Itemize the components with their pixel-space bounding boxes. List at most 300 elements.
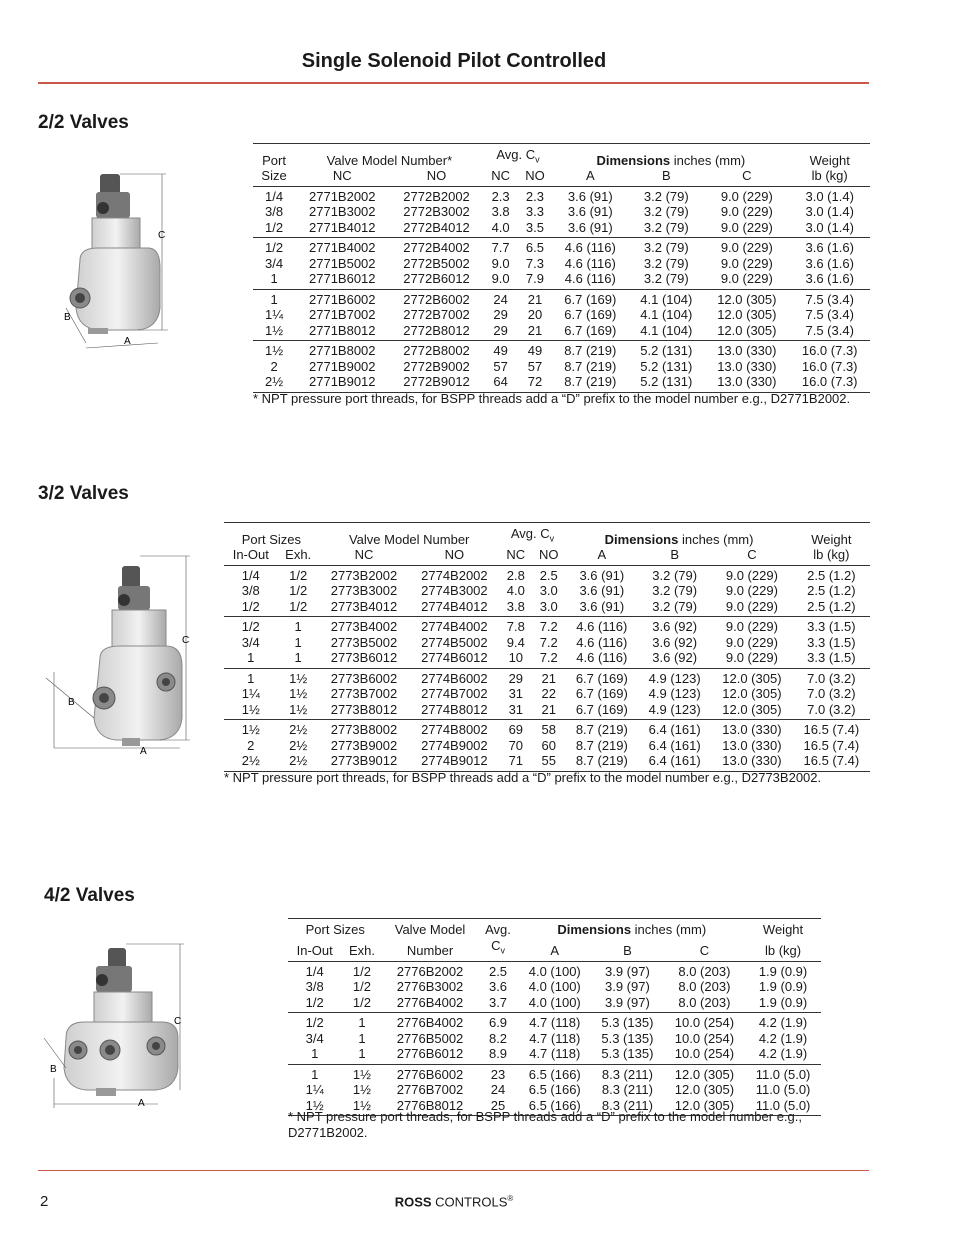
table-cell: 7.0 (3.2) bbox=[807, 701, 856, 717]
header-weight: Weight bbox=[811, 531, 852, 547]
table-cell: 4.6 (116) bbox=[564, 240, 616, 256]
table-row bbox=[224, 617, 870, 635]
valves-2-2-table bbox=[253, 143, 870, 393]
table-cell: 3.6 (91) bbox=[579, 567, 625, 583]
row-group bbox=[253, 238, 870, 290]
table-cell: 2774B8002 bbox=[421, 722, 488, 738]
table-cell: 3.7 bbox=[488, 994, 508, 1010]
table-row bbox=[224, 650, 870, 668]
table-cell: 2771B6012 bbox=[309, 271, 376, 287]
table-cell: 2773B9002 bbox=[330, 737, 398, 753]
table-cell: 4.7 (118) bbox=[529, 1046, 581, 1062]
table-cell: 9.0 (229) bbox=[720, 240, 773, 256]
table-cell: 22 bbox=[541, 686, 556, 702]
header-dim-a: A bbox=[585, 168, 595, 184]
table-cell: 58 bbox=[541, 722, 556, 738]
table-cell: 4.6 (116) bbox=[564, 255, 616, 271]
table-cell: 2.5 (1.2) bbox=[807, 583, 856, 599]
table-cell: 3/4 bbox=[241, 634, 260, 650]
table-cell: 2771B8012 bbox=[309, 322, 376, 338]
table-cell: 1/2 bbox=[289, 598, 308, 614]
table-cell: 11.0 (5.0) bbox=[755, 1066, 811, 1082]
table-cell: 2771B4002 bbox=[309, 240, 376, 256]
table-cell: 29 bbox=[508, 670, 524, 686]
table-row bbox=[253, 341, 870, 359]
table-cell: 70 bbox=[508, 737, 524, 753]
table-cell: 7.5 (3.4) bbox=[805, 322, 854, 338]
table-cell: 1¼ bbox=[241, 686, 260, 702]
header-cv-no: NO bbox=[538, 547, 559, 563]
table-cell: 2774B9012 bbox=[421, 753, 488, 769]
table-cell: 4.7 (118) bbox=[529, 1015, 581, 1031]
table-row bbox=[288, 1046, 821, 1064]
table-cell: 4.9 (123) bbox=[648, 670, 701, 686]
table-cell: 3/4 bbox=[305, 1030, 324, 1046]
table-cell: 6.7 (169) bbox=[575, 670, 628, 686]
table-cell: 2774B8012 bbox=[421, 701, 488, 717]
header-model-group: Valve Model Number* bbox=[326, 152, 453, 168]
table-row bbox=[253, 256, 870, 272]
table-cell: 3.9 (97) bbox=[604, 994, 650, 1010]
table-cell: 3.2 (79) bbox=[643, 204, 689, 220]
table-cell: 6.5 bbox=[525, 240, 544, 256]
table-cell: 1/4 bbox=[305, 963, 324, 979]
table-row bbox=[288, 1031, 821, 1047]
header-cv: Avg. $C_v$ bbox=[496, 147, 540, 165]
table-row bbox=[253, 289, 870, 307]
table-cell: 9.0 (229) bbox=[720, 204, 773, 220]
table-cell: 2772B4002 bbox=[403, 240, 470, 256]
table-cell: 1.9 (0.9) bbox=[758, 979, 808, 995]
table-cell: 6.7 (169) bbox=[575, 701, 628, 717]
table-cell: 3.3 (1.5) bbox=[807, 634, 856, 650]
table-cell: 2772B3002 bbox=[403, 204, 470, 220]
table-cell: 4.1 (104) bbox=[640, 307, 693, 323]
table-cell: 4.6 (116) bbox=[576, 619, 628, 635]
table-row bbox=[224, 565, 870, 583]
dim-label-a: A bbox=[124, 336, 131, 347]
table-cell: 1/4 bbox=[265, 188, 284, 204]
header-size: Size bbox=[261, 168, 287, 184]
table-cell: 2771B5002 bbox=[309, 255, 376, 271]
table-cell: 8.0 (203) bbox=[678, 963, 731, 979]
table-cell: 12.0 (305) bbox=[722, 686, 782, 702]
table-cell: 12.0 (305) bbox=[722, 670, 782, 686]
table-cell: 3/8 bbox=[265, 204, 284, 220]
table-row bbox=[288, 961, 821, 979]
table-cell: 13.0 (330) bbox=[722, 753, 782, 769]
table-cell: 10.0 (254) bbox=[674, 1046, 735, 1062]
table-row bbox=[224, 686, 870, 702]
table-cell: 9.0 (229) bbox=[720, 255, 773, 271]
table-cell: 57 bbox=[527, 358, 543, 374]
table-cell: 72 bbox=[527, 374, 543, 390]
table-cell: 4.9 (123) bbox=[648, 701, 701, 717]
row-group bbox=[224, 720, 870, 772]
table-cell: 69 bbox=[508, 722, 524, 738]
table-cell: 8.7 (219) bbox=[564, 374, 617, 390]
table-cell: 24 bbox=[493, 291, 508, 307]
header-dim-a: A bbox=[597, 547, 607, 563]
table-cell: 1/2 bbox=[265, 219, 284, 235]
table-cell: 10.0 (254) bbox=[674, 1015, 735, 1031]
table-cell: 1½ bbox=[265, 343, 284, 359]
table-cell: 3.2 (79) bbox=[643, 271, 689, 287]
table-cell: 4.0 (100) bbox=[528, 994, 581, 1010]
header-dim-c: C bbox=[747, 547, 757, 563]
table-cell: 7.2 bbox=[539, 634, 558, 650]
table-cell: 4.2 (1.9) bbox=[758, 1015, 808, 1031]
table-cell: 7.2 bbox=[539, 619, 558, 635]
table-cell: 2774B7002 bbox=[421, 686, 488, 702]
table-cell: 4.6 (116) bbox=[576, 650, 628, 666]
table-row bbox=[224, 738, 870, 754]
table-cell: 1/2 bbox=[265, 240, 284, 256]
table-cell: 3.2 (79) bbox=[643, 219, 689, 235]
dim-label-a: A bbox=[140, 746, 147, 757]
table-cell: 1/2 bbox=[352, 994, 371, 1010]
table-cell: 2.5 bbox=[488, 963, 508, 979]
table-cell: 2½ bbox=[241, 753, 260, 769]
table-cell: 10.0 (254) bbox=[674, 1030, 735, 1046]
table-cell: 1½ bbox=[289, 686, 308, 702]
dim-label-c: C bbox=[158, 230, 166, 241]
table-cell: 2774B3002 bbox=[421, 583, 488, 599]
table-cell: 4.2 (1.9) bbox=[758, 1030, 808, 1046]
header-in-out: In-Out bbox=[232, 547, 269, 563]
header-model-bottom: Number bbox=[406, 943, 454, 959]
table-cell: 1 bbox=[294, 634, 302, 650]
row-group bbox=[224, 668, 870, 720]
table-cell: 2776B4002 bbox=[396, 994, 464, 1010]
table-cell: 7.0 (3.2) bbox=[807, 686, 856, 702]
table-cell: 20 bbox=[527, 307, 543, 323]
dim-label-b: B bbox=[68, 697, 75, 708]
row-group bbox=[288, 1013, 821, 1065]
table-cell: 7.5 (3.4) bbox=[805, 291, 854, 307]
table-cell: 12.0 (305) bbox=[674, 1066, 735, 1082]
table-cell: 31 bbox=[508, 701, 524, 717]
table-cell: 6.7 (169) bbox=[564, 322, 617, 338]
table-cell: 1 bbox=[270, 271, 278, 287]
table-cell: 1/4 bbox=[241, 567, 260, 583]
table-cell: 8.3 (211) bbox=[601, 1082, 653, 1098]
table-cell: 1 bbox=[358, 1046, 366, 1062]
table-row bbox=[253, 323, 870, 341]
table-cell: 2773B3002 bbox=[330, 583, 398, 599]
table-cell: 8.3 (211) bbox=[601, 1097, 653, 1113]
table-cell: 6.4 (161) bbox=[648, 753, 701, 769]
table-cell: 1/2 bbox=[241, 619, 260, 635]
table-cell: 2.5 bbox=[539, 567, 558, 583]
table-cell: 13.0 (330) bbox=[717, 358, 777, 374]
table-cell: 3.6 (92) bbox=[652, 634, 698, 650]
table-cell: 1½ bbox=[352, 1082, 371, 1098]
table-cell: 1.9 (0.9) bbox=[758, 994, 808, 1010]
table-cell: 6.5 (166) bbox=[528, 1082, 581, 1098]
table-cell: 2774B2002 bbox=[421, 567, 488, 583]
table-cell: 2776B2002 bbox=[396, 963, 464, 979]
table-cell: 2771B9012 bbox=[309, 374, 376, 390]
table-cell: 1½ bbox=[305, 1097, 324, 1113]
header-cv-nc: NC bbox=[506, 547, 526, 563]
table-row bbox=[288, 1082, 821, 1098]
table-cell: 3.2 (79) bbox=[643, 255, 689, 271]
table-cell: 2776B6002 bbox=[396, 1066, 464, 1082]
table-cell: 21 bbox=[541, 701, 556, 717]
table-row bbox=[224, 599, 870, 617]
page-number: 2 bbox=[40, 1193, 49, 1210]
table-cell: 1½ bbox=[289, 701, 308, 717]
table-cell: 8.7 (219) bbox=[564, 343, 617, 359]
valves-4-2-table bbox=[288, 918, 821, 1116]
table-cell: 3.5 bbox=[525, 219, 544, 235]
table-cell: 9.0 (229) bbox=[725, 598, 778, 614]
table-cell: 3.6 (92) bbox=[652, 650, 698, 666]
dim-label-a: A bbox=[138, 1098, 145, 1109]
table-cell: 9.0 (229) bbox=[725, 567, 778, 583]
table-cell: 8.3 (211) bbox=[601, 1066, 653, 1082]
section-title-3-2: 3/2 Valves bbox=[38, 483, 129, 504]
table-cell: 12.0 (305) bbox=[717, 307, 777, 323]
table-cell: 2.5 (1.2) bbox=[807, 567, 856, 583]
header-weight: Weight bbox=[809, 152, 850, 168]
table-cell: 1/2 bbox=[305, 1015, 324, 1031]
header-dim-b: B bbox=[661, 168, 671, 184]
table-cell: 13.0 (330) bbox=[717, 343, 777, 359]
header-nc: NC bbox=[332, 168, 352, 184]
table-cell: 5.3 (135) bbox=[601, 1046, 654, 1062]
table-cell: 5.3 (135) bbox=[601, 1030, 654, 1046]
table-cell: 7.8 bbox=[506, 619, 525, 635]
table-cell: 13.0 (330) bbox=[717, 374, 777, 390]
table-cell: 2771B9002 bbox=[309, 358, 376, 374]
table-cell: 4.1 (104) bbox=[640, 322, 693, 338]
table-cell: 3.6 (91) bbox=[579, 598, 625, 614]
table-cell: 2771B3002 bbox=[309, 204, 376, 220]
table-cell: 3.9 (97) bbox=[604, 963, 650, 979]
table-row bbox=[253, 307, 870, 323]
header-port-sizes: Port Sizes bbox=[241, 531, 302, 547]
table-cell: 3.6 (91) bbox=[567, 188, 613, 204]
table-cell: 1 bbox=[311, 1066, 319, 1082]
table-cell: 6.7 (169) bbox=[564, 291, 617, 307]
table-row bbox=[253, 186, 870, 204]
table-cell: 7.2 bbox=[539, 650, 558, 666]
table-cell: 3.8 bbox=[506, 598, 525, 614]
note-3-2: * NPT pressure port threads, for BSPP threads add a “D” prefix to the model number e.g., D2773B2002. bbox=[224, 770, 822, 785]
header-exh: Exh. bbox=[348, 943, 375, 959]
table-cell: 71 bbox=[508, 753, 524, 769]
table-cell: 1 bbox=[358, 1030, 366, 1046]
table-cell: 25 bbox=[490, 1097, 506, 1113]
table-cell: 16.5 (7.4) bbox=[803, 753, 860, 769]
valves-3-2-table bbox=[224, 522, 870, 772]
table-cell: 2776B8012 bbox=[396, 1097, 464, 1113]
table-cell: 16.5 (7.4) bbox=[803, 722, 860, 738]
table-cell: 21 bbox=[527, 291, 543, 307]
table-cell: 2774B9002 bbox=[421, 737, 488, 753]
table-cell: 2772B2002 bbox=[403, 188, 470, 204]
table-cell: 1 bbox=[311, 1046, 319, 1062]
table-row bbox=[288, 995, 821, 1013]
header-in-out: In-Out bbox=[296, 943, 333, 959]
table-cell: 12.0 (305) bbox=[674, 1097, 735, 1113]
table-cell: 1½ bbox=[241, 701, 260, 717]
table-cell: 3.6 (92) bbox=[652, 619, 698, 635]
table-cell: 21 bbox=[541, 670, 556, 686]
table-cell: 13.0 (330) bbox=[722, 722, 782, 738]
table-cell: 1 bbox=[358, 1015, 366, 1031]
table-cell: 2772B8002 bbox=[403, 343, 470, 359]
table-cell: 9.0 (229) bbox=[725, 583, 778, 599]
table-cell: 3.0 (1.4) bbox=[805, 188, 854, 204]
table-cell: 12.0 (305) bbox=[722, 701, 782, 717]
table-cell: 49 bbox=[527, 343, 543, 359]
table-cell: 29 bbox=[493, 307, 508, 323]
table-cell: 2.3 bbox=[525, 188, 544, 204]
header-dim-c: C bbox=[699, 943, 710, 959]
header-dim-b: B bbox=[623, 943, 632, 959]
table-cell: 55 bbox=[541, 753, 556, 769]
table-cell: 64 bbox=[493, 374, 508, 390]
table-cell: 2774B6012 bbox=[421, 650, 488, 666]
table-cell: 2773B9012 bbox=[330, 753, 398, 769]
table-cell: 4.0 (100) bbox=[528, 979, 581, 995]
valve-3-2-illustration bbox=[40, 548, 192, 763]
table-cell: 1/2 bbox=[289, 583, 308, 599]
section-title-2-2: 2/2 Valves bbox=[38, 112, 129, 133]
table-cell: 2771B6002 bbox=[309, 291, 376, 307]
table-cell: 3.0 (1.4) bbox=[805, 219, 854, 235]
table-row bbox=[253, 271, 870, 289]
table-cell: 1½ bbox=[289, 670, 308, 686]
table-cell: 11.0 (5.0) bbox=[755, 1097, 811, 1113]
table-cell: 6.4 (161) bbox=[648, 737, 701, 753]
table-cell: 12.0 (305) bbox=[717, 291, 777, 307]
table-cell: 16.0 (7.3) bbox=[801, 374, 858, 390]
table-cell: 1¼ bbox=[305, 1082, 324, 1098]
table-row bbox=[253, 374, 870, 392]
table-cell: 3.6 (1.6) bbox=[805, 240, 854, 256]
table-row bbox=[224, 753, 870, 771]
table-row bbox=[253, 204, 870, 220]
table-row bbox=[253, 359, 870, 375]
table-cell: 9.0 (229) bbox=[725, 619, 778, 635]
header-cv-top: Avg. bbox=[485, 922, 511, 937]
header-dimensions: Dimensions inches (mm) bbox=[604, 531, 754, 547]
table-cell: 4.2 (1.9) bbox=[758, 1046, 808, 1062]
table-cell: 6.7 (169) bbox=[575, 686, 628, 702]
table-cell: 3/4 bbox=[265, 255, 284, 271]
table-cell: 2772B8012 bbox=[403, 322, 470, 338]
table-cell: 1/2 bbox=[352, 963, 371, 979]
table-cell: 1.9 (0.9) bbox=[758, 963, 808, 979]
table-cell: 3.2 (79) bbox=[643, 188, 689, 204]
table-cell: 3.2 (79) bbox=[643, 240, 689, 256]
header-nc: NC bbox=[354, 547, 374, 563]
table-cell: 4.9 (123) bbox=[648, 686, 701, 702]
table-cell: 1/2 bbox=[352, 979, 371, 995]
table-cell: 2773B8012 bbox=[330, 701, 398, 717]
table-cell: 1 bbox=[247, 650, 255, 666]
table-cell: 2772B7002 bbox=[403, 307, 470, 323]
table-cell: 2 bbox=[247, 737, 255, 753]
table-cell: 2773B6002 bbox=[330, 670, 398, 686]
header-cv: Avg. $C_v$ bbox=[510, 526, 555, 544]
table-cell: 2772B4012 bbox=[403, 219, 470, 235]
table-cell: 2½ bbox=[265, 374, 284, 390]
table-cell: 2773B2002 bbox=[330, 567, 398, 583]
table-cell: 3.0 (1.4) bbox=[805, 204, 854, 220]
table-cell: 5.2 (131) bbox=[640, 358, 693, 374]
table-cell: 5.3 (135) bbox=[601, 1015, 654, 1031]
note-4-2: * NPT pressure port threads, for BSPP threads add a “D” prefix to the model number e.g., D2771B2002. bbox=[288, 1109, 802, 1140]
table-cell: 8.0 (203) bbox=[678, 979, 731, 995]
table-row bbox=[224, 668, 870, 686]
row-group bbox=[253, 186, 870, 238]
table-cell: 8.0 (203) bbox=[678, 994, 731, 1010]
table-cell: 12.0 (305) bbox=[717, 322, 777, 338]
table-cell: 1½ bbox=[352, 1097, 371, 1113]
header-port-sizes: Port Sizes bbox=[305, 922, 365, 937]
table-cell: 16.0 (7.3) bbox=[801, 343, 858, 359]
header-dim-a: A bbox=[550, 943, 560, 959]
table-cell: 3.0 bbox=[539, 583, 558, 599]
table-cell: 1 bbox=[270, 291, 278, 307]
table-cell: 9.0 (229) bbox=[725, 634, 778, 650]
table-cell: 2774B4002 bbox=[421, 619, 488, 635]
row-group bbox=[224, 565, 870, 617]
table-cell: 49 bbox=[493, 343, 508, 359]
table-cell: 3/8 bbox=[305, 979, 324, 995]
table-cell: 3.6 (1.6) bbox=[805, 271, 854, 287]
dim-label-c: C bbox=[174, 1016, 182, 1027]
table-cell: 3.6 (91) bbox=[567, 204, 613, 220]
table-cell: 4.7 (118) bbox=[529, 1030, 581, 1046]
table-row bbox=[288, 1013, 821, 1031]
header-weight-unit: lb (kg) bbox=[813, 547, 850, 563]
table-cell: 3.2 (79) bbox=[652, 567, 698, 583]
table-cell: 3.9 (97) bbox=[604, 979, 650, 995]
row-group bbox=[224, 617, 870, 669]
table-cell: 3.3 (1.5) bbox=[807, 619, 856, 635]
table-cell: 5.2 (131) bbox=[640, 343, 693, 359]
note-2-2: * NPT pressure port threads, for BSPP threads add a “D” prefix to the model number e.g., D2771B2002. bbox=[253, 391, 851, 406]
table-cell: 7.7 bbox=[491, 240, 510, 256]
header-no: NO bbox=[444, 547, 465, 563]
table-cell: 16.5 (7.4) bbox=[803, 737, 860, 753]
header-model-top: Valve Model bbox=[394, 922, 466, 937]
table-cell: 1/2 bbox=[289, 567, 308, 583]
valve-2-2-illustration bbox=[58, 168, 178, 358]
table-row bbox=[253, 238, 870, 256]
table-row bbox=[224, 583, 870, 599]
row-group bbox=[253, 341, 870, 393]
table-cell: 7.3 bbox=[525, 255, 544, 271]
table-cell: 6.5 (166) bbox=[528, 1066, 581, 1082]
table-cell: 3.6 (91) bbox=[567, 219, 613, 235]
table-cell: 10 bbox=[508, 650, 524, 666]
table-row bbox=[224, 702, 870, 720]
table-cell: 2773B5002 bbox=[330, 634, 398, 650]
header-model-group: Valve Model Number bbox=[348, 531, 470, 547]
table-cell: 3.6 (91) bbox=[579, 583, 625, 599]
table-cell: 4.6 (116) bbox=[576, 634, 628, 650]
table-cell: 2771B4012 bbox=[309, 219, 376, 235]
table-cell: 3.6 bbox=[488, 979, 508, 995]
table-cell: 2.5 (1.2) bbox=[807, 598, 856, 614]
